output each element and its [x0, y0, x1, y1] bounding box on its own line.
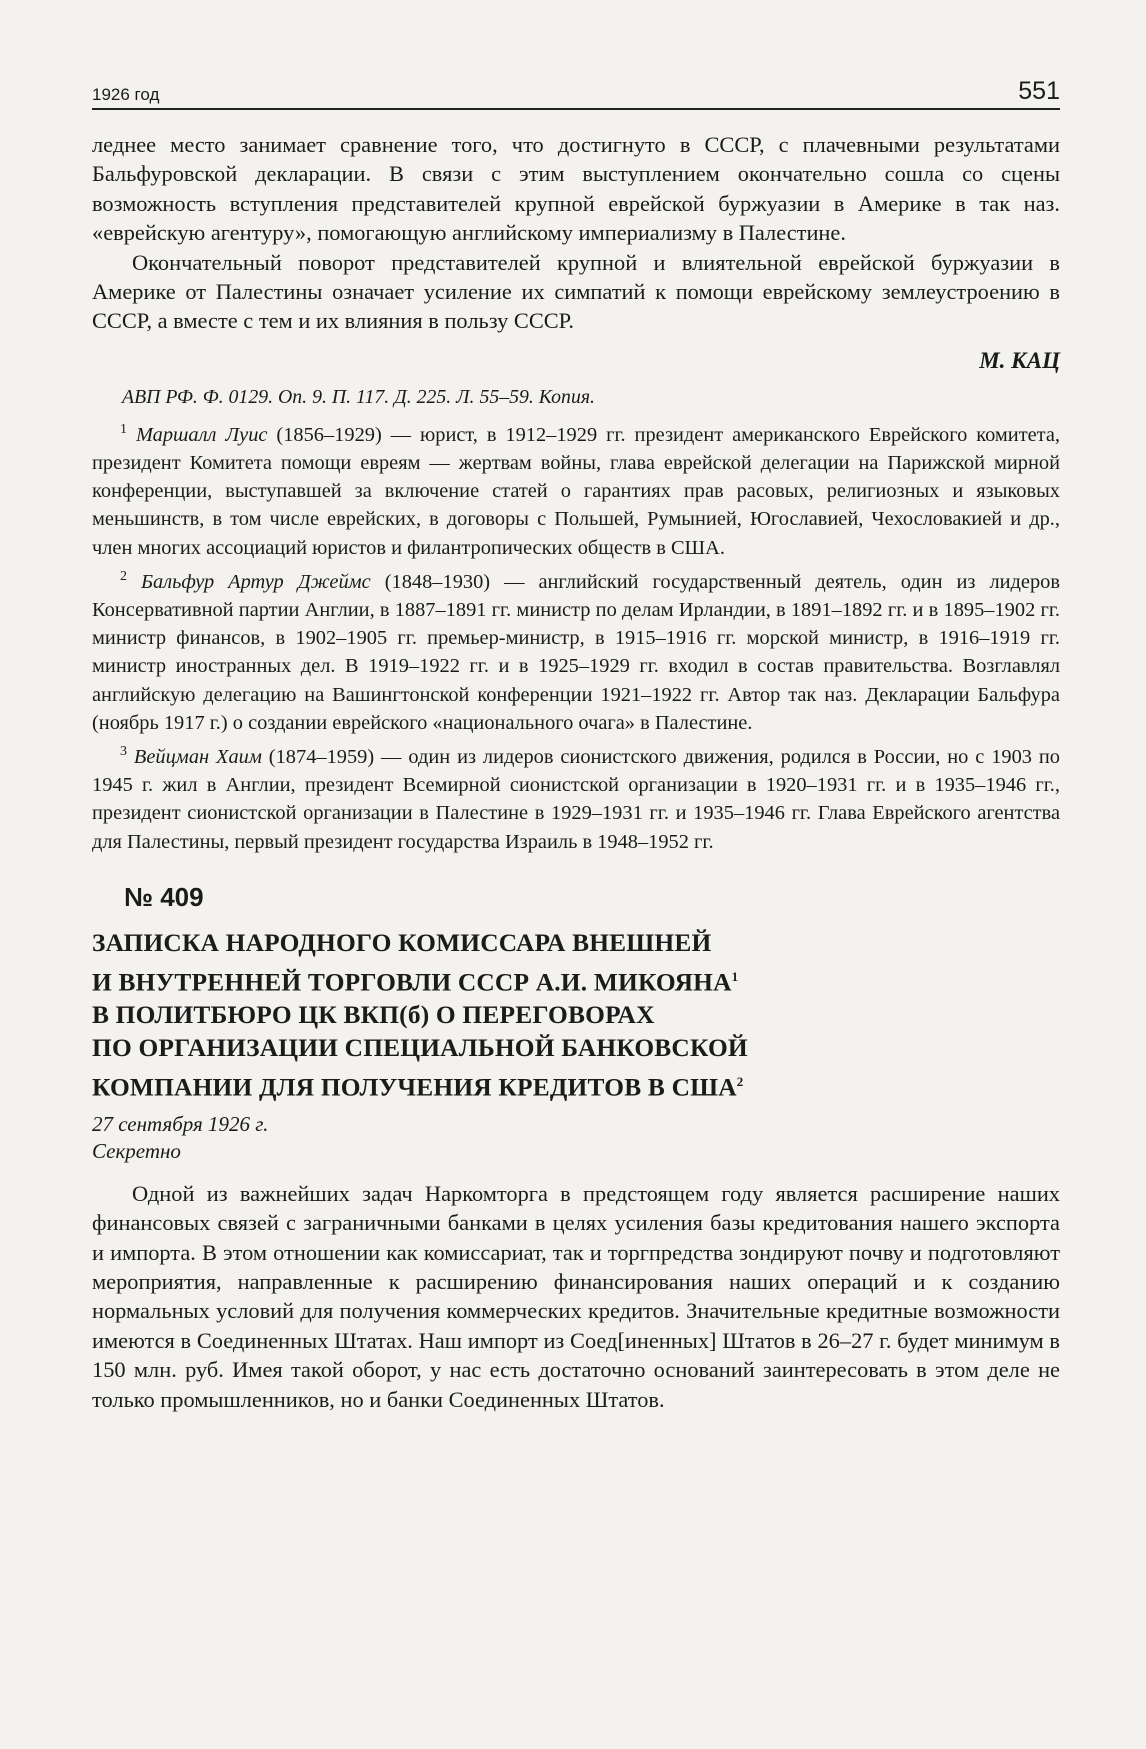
page-content — [92, 130, 1060, 1414]
archive-reference: АВП РФ. Ф. 0129. Оп. 9. П. 117. Д. 225. Л. 55–59. Копия. — [122, 385, 595, 408]
document-body: Одной из важнейших задач Наркомторга в предстоящем году является расширение наших финансовых связей с заграничными банками в целях усиления базы кредитования нашего экспорта и импорта. В этом отношении как комиссариат, так и торгпредства зондируют почву и подготовляют мероприятия, направленные к расширению финансирования наших операций и к созданию нормальных условий для получения коммерческих кредитов. Значительные кредитные возможности имеются в Соединенных Штатах. Наш импорт из Соед[иненных] Штатов в 26–27 г. будет минимум в 150 млн. руб. Имея такой оборот, у нас есть достаточно оснований заинтересовать в этом деле не только промышленников, но и банки Соединенных Штатов. — [92, 1180, 1060, 1412]
footnote-number: 2 — [120, 569, 127, 585]
paragraph: Окончательный поворот представителей крупной и влиятельной еврейской буржуазии в Америке от Палестины означает усиление их симпатий к помощи еврейскому землеустроению в СССР, а вместе с тем и их влияния в пользу СССР. — [92, 249, 1060, 334]
document-title — [92, 927, 1060, 1105]
footnote-name: Бальфур Артур Джеймс — [141, 570, 371, 593]
document-number: № 409 — [124, 881, 204, 912]
footnote-name: Вейцман Хаим — [133, 746, 262, 769]
document-date: 27 сентября 1926 г. — [92, 1111, 269, 1136]
footnote-number: 3 — [120, 744, 127, 760]
title-line: И ВНУТРЕННЕЙ ТОРГОВЛИ СССР А.И. МИКОЯНА$^1$ — [92, 968, 739, 997]
signature: М. КАЦ — [979, 347, 1060, 373]
title-line: ПО ОРГАНИЗАЦИИ СПЕЦИАЛЬНОЙ БАНКОВСКОЙ — [92, 1034, 748, 1063]
document-classification: Секретно — [92, 1138, 181, 1163]
footnote-text: (1848–1930) — английский государственный деятель, один из лидеров Консервативной партии Англии, в 1887–1891 гг. министр по делам Ирландии, в 1891–1892 гг. и в 1895–1902 гг. министр финансов, в 1902–1905 гг. премьер-министр, в 1915–1916 гг. морской министр, в 1916–1919 гг. министр иностранных дел. В 1919–1922 гг. и в 1925–1929 гг. входил в состав правительства. Возглавлял английскую делегацию на Вашингтонской конференции 1921–1922 гг. Автор так наз. Декларации Бальфура (ноябрь 1917 г.) о создании еврейского «национального очага» в Палестине. — [92, 570, 1060, 734]
footnote — [92, 743, 1060, 856]
title-footnote-ref: 2 — [736, 1074, 744, 1090]
title-line: ЗАПИСКА НАРОДНОГО КОМИССАРА ВНЕШНЕЙ — [92, 928, 712, 957]
footnote-text: (1874–1959) — один из лидеров сионистского движения, родился в России, но с 1903 по 1945 г. жил в Англии, президент Всемирной сионистской организации в 1920–1931 гг. и в 1935–1946 гг., президент сионистской организации в Палестине в 1929–1931 гг. и 1935–1946 гг. Глава Еврейского агентства для Палестины, первый президент государства Израиль в 1948–1952 гг. — [92, 746, 1060, 853]
paragraph-continued: леднее место занимает сравнение того, что достигнуто в СССР, с плачевными результатами Бальфуровской декларации. В связи с этим выступлением окончательно сошла со сцены возможность вступления представителей крупной еврейской буржуазии в Америке в так наз. «еврейскую агентуру», помогающую английскому империализму в Палестине. — [92, 132, 1060, 246]
footnote-text: (1856–1929) — юрист, в 1912–1929 гг. президент американского Еврейского комитета, президент Комитета помощи евреям — жертвам войны, глава еврейской делегации на Парижской мирной конференции, выступавшей за включение статей о гарантиях прав расовых, религиозных и языковых меньшинств, в том числе еврейских, в договоры с Польшей, Румынией, Югославией, Чехословакией и др., член многих ассоциаций юристов и филантропических обществ в США. — [92, 423, 1060, 559]
footnote — [92, 421, 1060, 562]
title-footnote-ref: 1 — [731, 968, 739, 984]
title-line: КОМПАНИИ ДЛЯ ПОЛУЧЕНИЯ КРЕДИТОВ В США$^2$ — [92, 1073, 744, 1102]
title-line: В ПОЛИТБЮРО ЦК ВКП(б) О ПЕРЕГОВОРАХ — [92, 1001, 655, 1030]
running-header — [92, 74, 1060, 110]
footnote-number: 1 — [120, 422, 127, 438]
running-header-year: 1926 год — [92, 85, 160, 104]
page-number: 551 — [1018, 77, 1060, 105]
footnote-name: Маршалл Луис — [135, 423, 268, 446]
footnote — [92, 568, 1060, 737]
